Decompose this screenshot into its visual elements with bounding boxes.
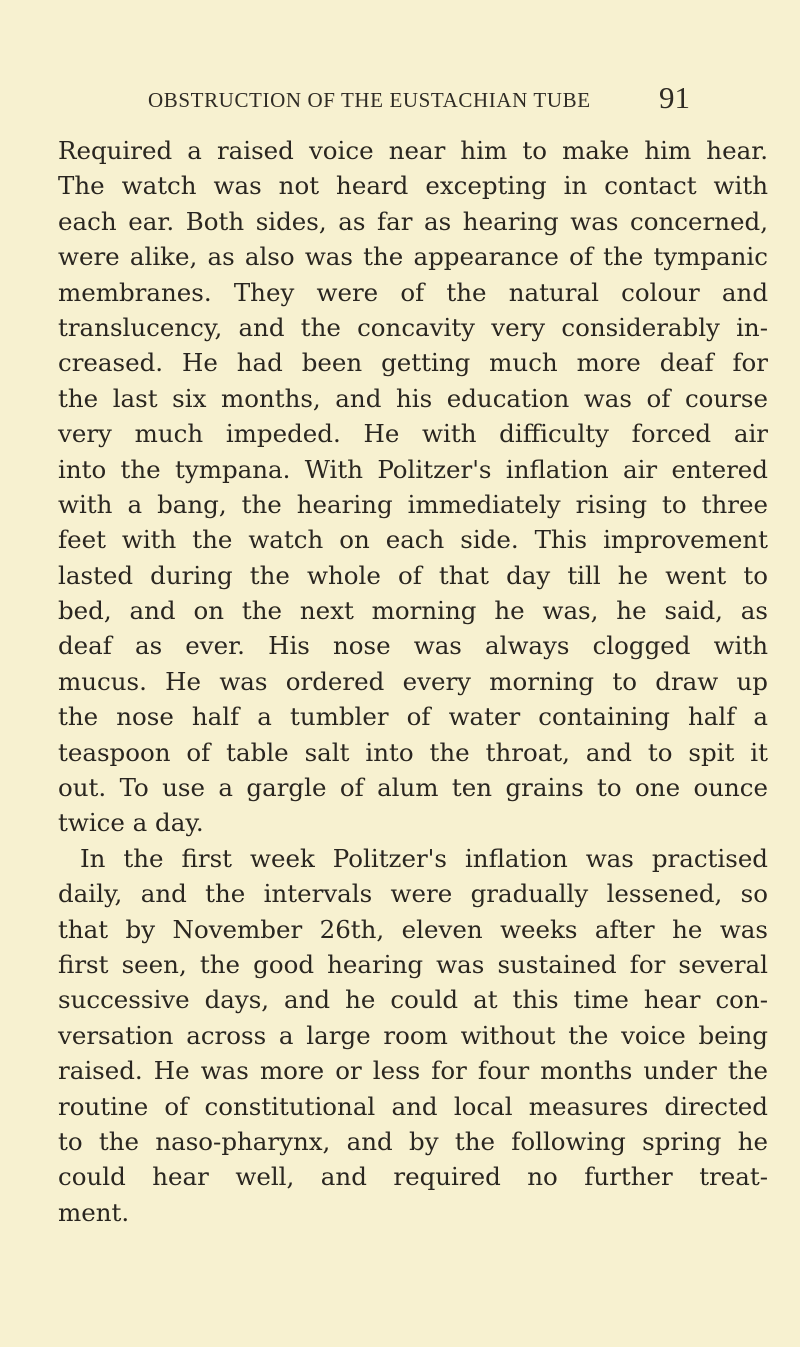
text-line: the nose half a tumbler of water containing half a <box>58 702 768 732</box>
text-line: out. To use a gargle of alum ten grains to one ounce <box>58 773 768 803</box>
paragraph-start-line: In the first week Politzer's inflation was practised <box>80 843 768 873</box>
text-line: membranes. They were of the natural colour and <box>58 277 768 307</box>
paragraph-end-line: twice a day. <box>58 808 204 838</box>
text-line: deaf as ever. His nose was always clogged with <box>58 631 768 661</box>
text-line: Required a raised voice near him to make him hear. <box>58 136 768 165</box>
text-line: were alike, as also was the appearance of the tympanic <box>58 242 768 272</box>
text-line: the last six months, and his education was of course <box>58 383 768 413</box>
text-line: teaspoon of table salt into the throat, and to spit it <box>58 737 768 767</box>
body-text <box>58 133 768 1230</box>
text-line: that by November 26th, eleven weeks after he was <box>58 914 768 944</box>
text-line: The watch was not heard excepting in contact with <box>58 171 768 201</box>
text-line: feet with the watch on each side. This improvement <box>58 525 768 555</box>
text-line: translucency, and the concavity very considerably in- <box>58 312 768 342</box>
page-number: 91 <box>659 80 690 115</box>
text-line: versation across a large room without the voice being <box>58 1020 768 1050</box>
text-line: mucus. He was ordered every morning to draw up <box>58 666 768 696</box>
text-line: lasted during the whole of that day till he went to <box>58 560 768 590</box>
text-line: successive days, and he could at this time hear con- <box>58 985 768 1015</box>
text-line: into the tympana. With Politzer's inflation air entered <box>58 454 768 484</box>
text-line: creased. He had been getting much more deaf for <box>58 348 768 378</box>
text-line: daily, and the intervals were gradually lessened, so <box>58 879 768 909</box>
paragraph-end-line: ment. <box>58 1197 130 1227</box>
text-line: with a bang, the hearing immediately rising to three <box>58 489 768 519</box>
text-line: each ear. Both sides, as far as hearing was concerned, <box>58 206 768 236</box>
text-line: routine of constitutional and local measures directed <box>58 1091 768 1121</box>
text-line: raised. He was more or less for four months under the <box>58 1056 768 1086</box>
text-line: could hear well, and required no further treat- <box>58 1162 768 1192</box>
running-header: OBSTRUCTION OF THE EUSTACHIAN TUBE <box>148 88 591 112</box>
text-line: very much impeded. He with difficulty forced air <box>58 419 768 449</box>
text-line: bed, and on the next morning he was, he said, as <box>58 596 768 626</box>
text-line: first seen, the good hearing was sustained for several <box>58 949 768 979</box>
text-line: to the naso-pharynx, and by the following spring he <box>58 1126 768 1156</box>
